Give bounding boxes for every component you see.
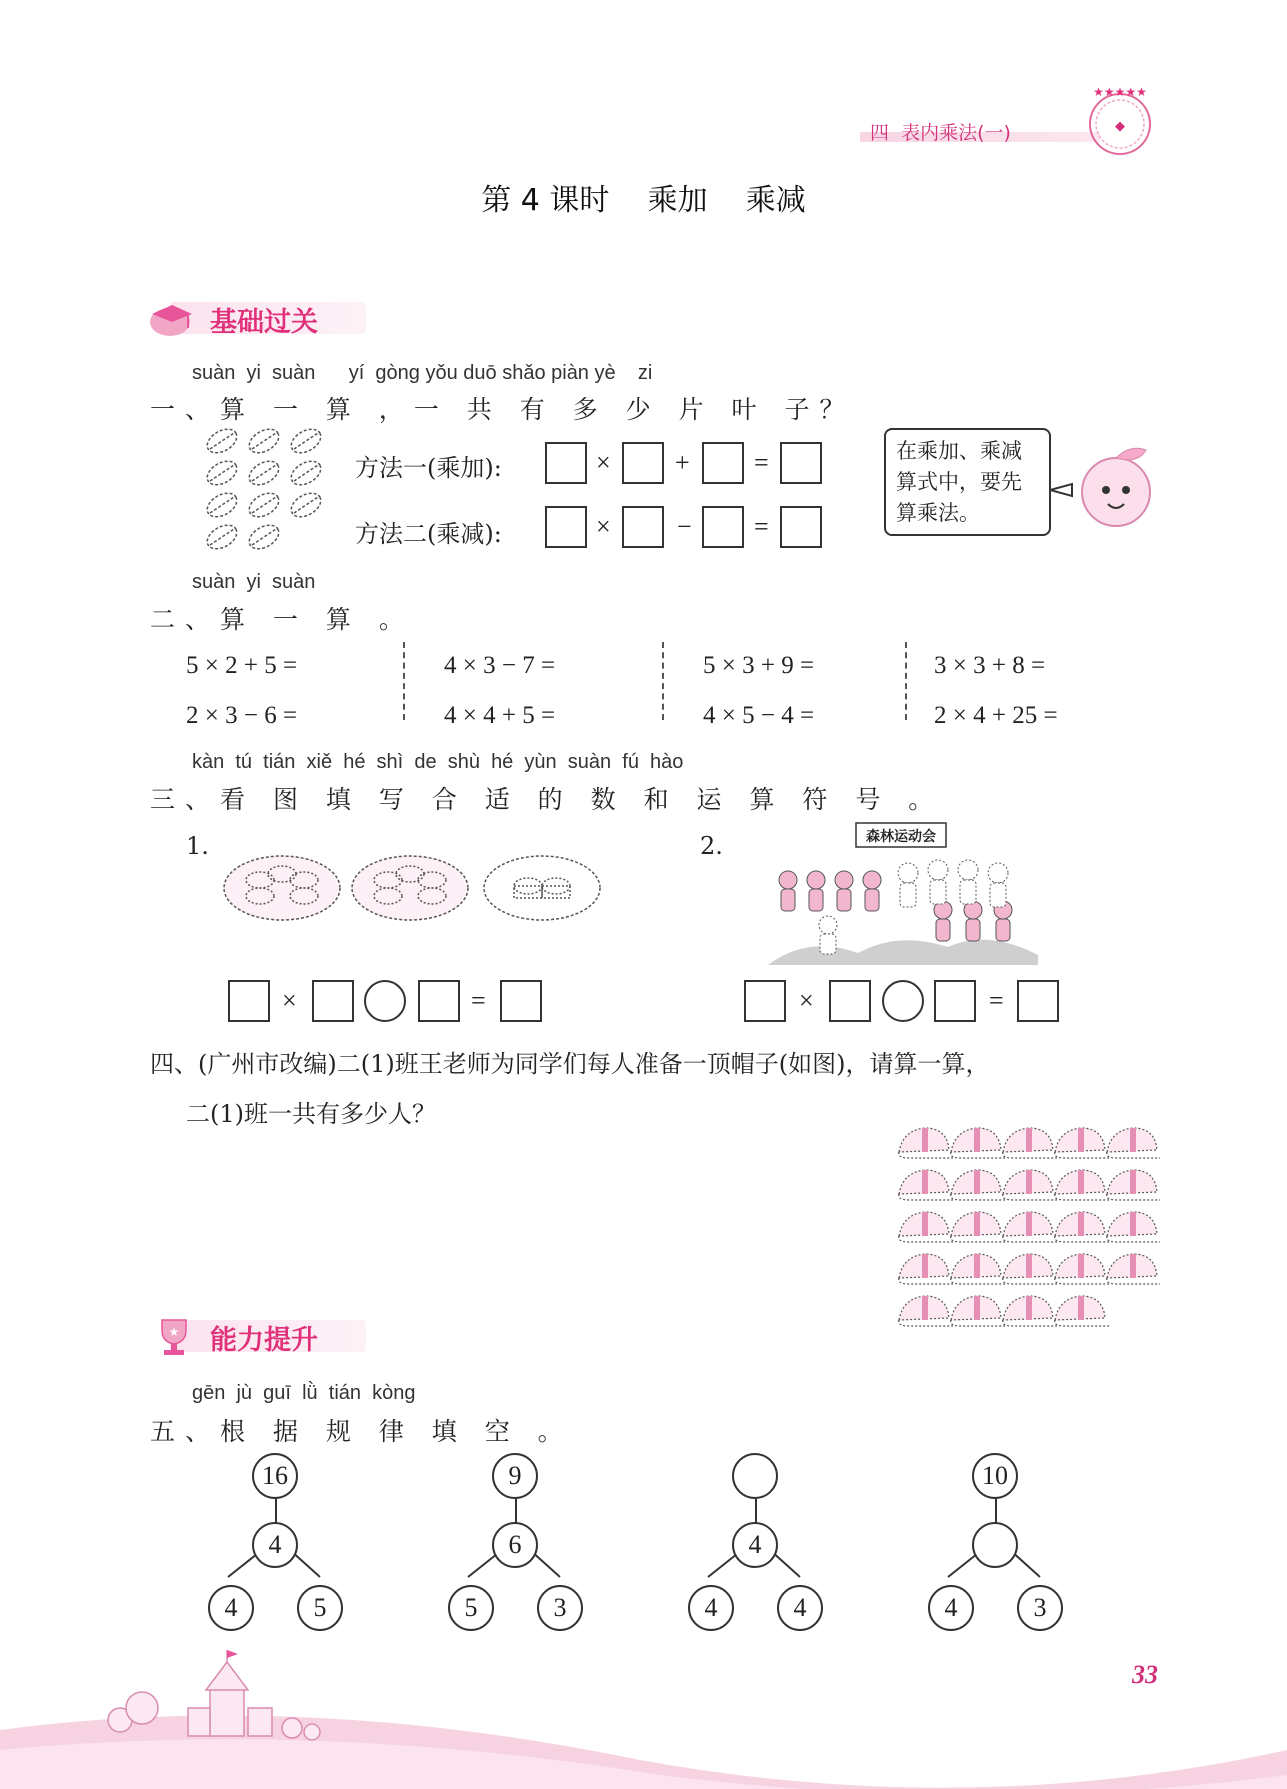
q4-line1: 四、(广州市改编)二(1)班王老师为同学们每人准备一顶帽子(如图)，请算一算， [150,1050,990,1078]
q1-title: 一、算 一 算 ，一 共 有 多 少 片 叶 子？ [150,395,855,424]
tree4-right: 3 [1017,1585,1063,1631]
q3-1-box-1[interactable] [228,980,270,1022]
calc-r1-c1: 5 × 2 + 5 = [186,652,298,679]
method2-times: × [596,512,611,541]
page-title: 第 4 课时 乘加 乘减 [481,183,806,218]
peach-mascot-icon [1050,440,1160,540]
method2-minus: − [677,512,692,541]
q3-item1-label: 1. [186,832,209,860]
page-number: 33 [1132,1660,1158,1689]
q3-1-equals: = [471,986,486,1015]
forest-games-sign: 森林运动会 [866,829,936,845]
tree2-right: 3 [537,1585,583,1631]
tree3-left: 4 [688,1585,734,1631]
q3-2-times: × [799,986,814,1015]
leaves-illustration [200,425,335,560]
svg-text:★★★★★: ★★★★★ [1093,85,1147,99]
q5-title: 五、根 据 规 律 填 空 。 [150,1417,573,1446]
q3-title: 三、看 图 填 写 合 适 的 数 和 运 算 符 号 。 [150,785,944,814]
method1-box-4[interactable] [780,442,822,484]
section-basic-title: 基础过关 [210,307,318,338]
tree4-middle[interactable] [972,1522,1018,1568]
brand-seal-icon [1080,78,1160,158]
method1-label: 方法一(乘加): [355,454,502,482]
method1-box-2[interactable] [622,442,664,484]
tree4-left: 4 [928,1585,974,1631]
q3-1-operator-circle[interactable] [364,980,406,1022]
method2-box-1[interactable] [545,506,587,548]
q3-pinyin: kàn tú tián xiě hé shì de shù hé yùn suàn fú hào [192,751,684,773]
calc-r1-c4: 3 × 3 + 8 = [934,652,1046,679]
caps-illustration [895,1122,1160,1332]
tip-text: 在乘加、乘减算式中，要先算乘法。 [896,439,1022,525]
calc-r1-c3: 5 × 3 + 9 = [703,652,815,679]
calc-r2-c2: 4 × 4 + 5 = [444,702,556,729]
q4-line2: 二(1)班一共有多少人？ [186,1100,436,1128]
q3-2-box-2[interactable] [829,980,871,1022]
q5-pinyin: gēn jù guī lǜ tián kòng [192,1382,416,1404]
q3-1-box-4[interactable] [500,980,542,1022]
divider-1 [403,642,405,720]
method2-label: 方法二(乘减): [355,520,502,548]
q3-2-equals: = [989,986,1004,1015]
tip-bubble [884,428,1051,536]
q3-2-box-3[interactable] [934,980,976,1022]
tree4-top: 10 [972,1453,1018,1499]
q2-title: 二、算 一 算 。 [150,605,414,634]
method2-box-2[interactable] [622,506,664,548]
cake-plates-illustration [220,840,605,930]
method1-box-1[interactable] [545,442,587,484]
tree1-left: 4 [208,1585,254,1631]
castle-illustration [100,1650,340,1750]
tree2-middle: 6 [492,1522,538,1568]
divider-3 [905,642,907,720]
calc-r1-c2: 4 × 3 − 7 = [444,652,556,679]
q3-2-box-1[interactable] [744,980,786,1022]
section-advanced-banner [148,1316,370,1358]
tree2-top: 9 [492,1453,538,1499]
section-advanced-title: 能力提升 [210,1325,318,1356]
q3-item2-label: 2. [700,832,723,860]
tree3-middle: 4 [732,1522,778,1568]
svg-text:★: ★ [168,1325,180,1339]
calc-r2-c1: 2 × 3 − 6 = [186,702,298,729]
calc-r2-c4: 2 × 4 + 25 = [934,702,1058,729]
q3-1-box-3[interactable] [418,980,460,1022]
method2-box-4[interactable] [780,506,822,548]
tree3-top[interactable] [732,1453,778,1499]
method1-times: × [596,448,611,477]
q3-2-operator-circle[interactable] [882,980,924,1022]
method1-plus: + [675,448,690,477]
calc-r2-c3: 4 × 5 − 4 = [703,702,815,729]
q2-pinyin: suàn yi suàn [192,571,316,593]
tree1-middle: 4 [252,1522,298,1568]
method2-box-3[interactable] [702,506,744,548]
graduation-cap-icon [148,300,198,338]
tree2-left: 5 [448,1585,494,1631]
divider-2 [662,642,664,720]
q3-1-box-2[interactable] [312,980,354,1022]
q3-2-box-4[interactable] [1017,980,1059,1022]
method1-equals: = [754,448,769,477]
q1-pinyin: suàn yi suàn yí gòng yǒu duō shǎo piàn yè zi [192,362,653,384]
tree3-right: 4 [777,1585,823,1631]
svg-text:◆: ◆ [1115,119,1125,134]
q3-1-times: × [282,986,297,1015]
chapter-label: 四 表内乘法(一) [870,122,1011,144]
method2-equals: = [754,512,769,541]
tree1-top: 16 [252,1453,298,1499]
tree1-right: 5 [297,1585,343,1631]
trophy-icon [152,1316,196,1358]
section-basic-banner [148,298,370,338]
method1-box-3[interactable] [702,442,744,484]
